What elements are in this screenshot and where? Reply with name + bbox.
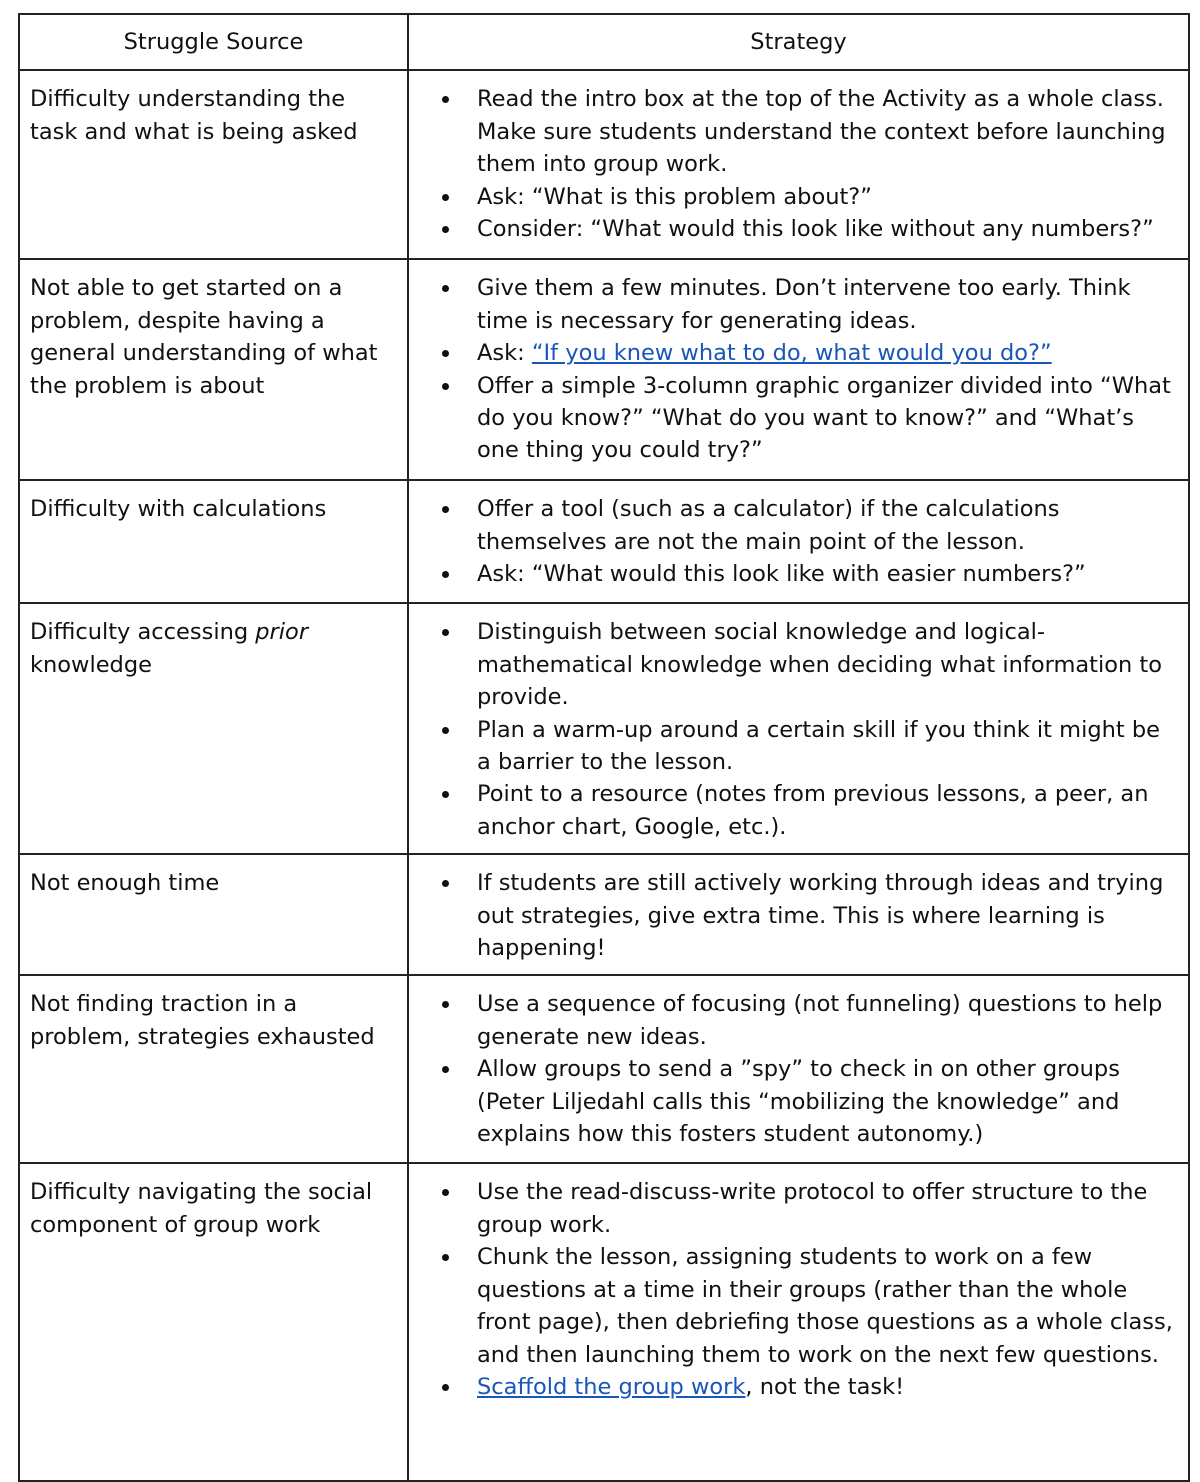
table-row (19, 259, 1189, 480)
strategy-item: Consider: “What would this look like without any numbers?” (477, 213, 1178, 245)
struggle-source-cell: Not enough time (19, 854, 408, 975)
if-you-knew-link[interactable]: “If you knew what to do, what would you do?” (531, 340, 1052, 367)
strategy-item: If students are still actively working through ideas and trying out strategies, give extra time. This is where learning is happening! (477, 867, 1178, 964)
source-text: knowledge (30, 651, 152, 678)
strategy-list (419, 988, 1178, 1150)
table-header-row (19, 14, 1189, 70)
strategy-item-prefix: Ask: (477, 340, 532, 367)
strategy-list (419, 616, 1178, 843)
strategy-cell (408, 259, 1189, 480)
strategy-item-suffix: , not the task! (745, 1373, 905, 1400)
source-text: Difficulty accessing (30, 619, 256, 646)
table-row (19, 70, 1189, 259)
strategy-cell (408, 1163, 1189, 1481)
header-strategy: Strategy (408, 14, 1189, 70)
struggle-strategy-table (18, 13, 1190, 1482)
source-emphasis: prior (255, 619, 309, 646)
struggle-source-cell: Difficulty navigating the social component of group work (19, 1163, 408, 1481)
table-row (19, 480, 1189, 603)
strategy-cell (408, 603, 1189, 854)
strategy-item: Ask: “What would this look like with easier numbers?” (477, 558, 1178, 590)
strategy-item: Offer a simple 3-column graphic organizer divided into “What do you know?” “What do you want to know?” and “What’s one thing you could try?” (477, 370, 1178, 467)
strategy-list (419, 272, 1178, 466)
table-row (19, 603, 1189, 854)
table-row (19, 975, 1189, 1163)
strategy-item: Ask: “What is this problem about?” (477, 181, 1178, 213)
strategy-list (419, 493, 1178, 590)
strategy-item (477, 337, 1178, 369)
strategy-cell (408, 975, 1189, 1163)
strategy-item: Chunk the lesson, assigning students to work on a few questions at a time in their groups (rather than the whole front page), then debriefing those questions as a whole class, and then launching them to work on the next few questions. (477, 1241, 1178, 1371)
strategy-item: Allow groups to send a ”spy” to check in on other groups (Peter Liljedahl calls this “mobilizing the knowledge” and explains how this fosters student autonomy.) (477, 1053, 1178, 1150)
struggle-source-cell: Difficulty understanding the task and what is being asked (19, 70, 408, 259)
strategy-item: Plan a warm-up around a certain skill if you think it might be a barrier to the lesson. (477, 714, 1178, 779)
strategy-list (419, 1176, 1178, 1403)
struggle-source-cell: Not finding traction in a problem, strategies exhausted (19, 975, 408, 1163)
table-row (19, 1163, 1189, 1481)
strategy-item: Point to a resource (notes from previous lessons, a peer, an anchor chart, Google, etc.). (477, 778, 1178, 843)
strategy-item: Read the intro box at the top of the Activity as a whole class. Make sure students understand the context before launching them into group work. (477, 83, 1178, 180)
strategy-item: Offer a tool (such as a calculator) if the calculations themselves are not the main point of the lesson. (477, 493, 1178, 558)
strategy-item: Use the read-discuss-write protocol to offer structure to the group work. (477, 1176, 1178, 1241)
strategy-cell (408, 480, 1189, 603)
table-row (19, 854, 1189, 975)
struggle-source-cell (19, 603, 408, 854)
strategy-list (419, 867, 1178, 964)
scaffold-group-work-link[interactable]: Scaffold the group work (477, 1373, 746, 1400)
strategy-item: Distinguish between social knowledge and logical-mathematical knowledge when deciding what information to provide. (477, 616, 1178, 713)
struggle-source-cell: Not able to get started on a problem, despite having a general understanding of what the problem is about (19, 259, 408, 480)
strategy-item: Use a sequence of focusing (not funneling) questions to help generate new ideas. (477, 988, 1178, 1053)
header-struggle-source: Struggle Source (19, 14, 408, 70)
strategy-item (477, 1371, 1178, 1403)
strategy-item: Give them a few minutes. Don’t intervene too early. Think time is necessary for generating ideas. (477, 272, 1178, 337)
struggle-source-cell: Difficulty with calculations (19, 480, 408, 603)
strategy-cell (408, 70, 1189, 259)
strategy-list (419, 83, 1178, 245)
strategy-cell (408, 854, 1189, 975)
